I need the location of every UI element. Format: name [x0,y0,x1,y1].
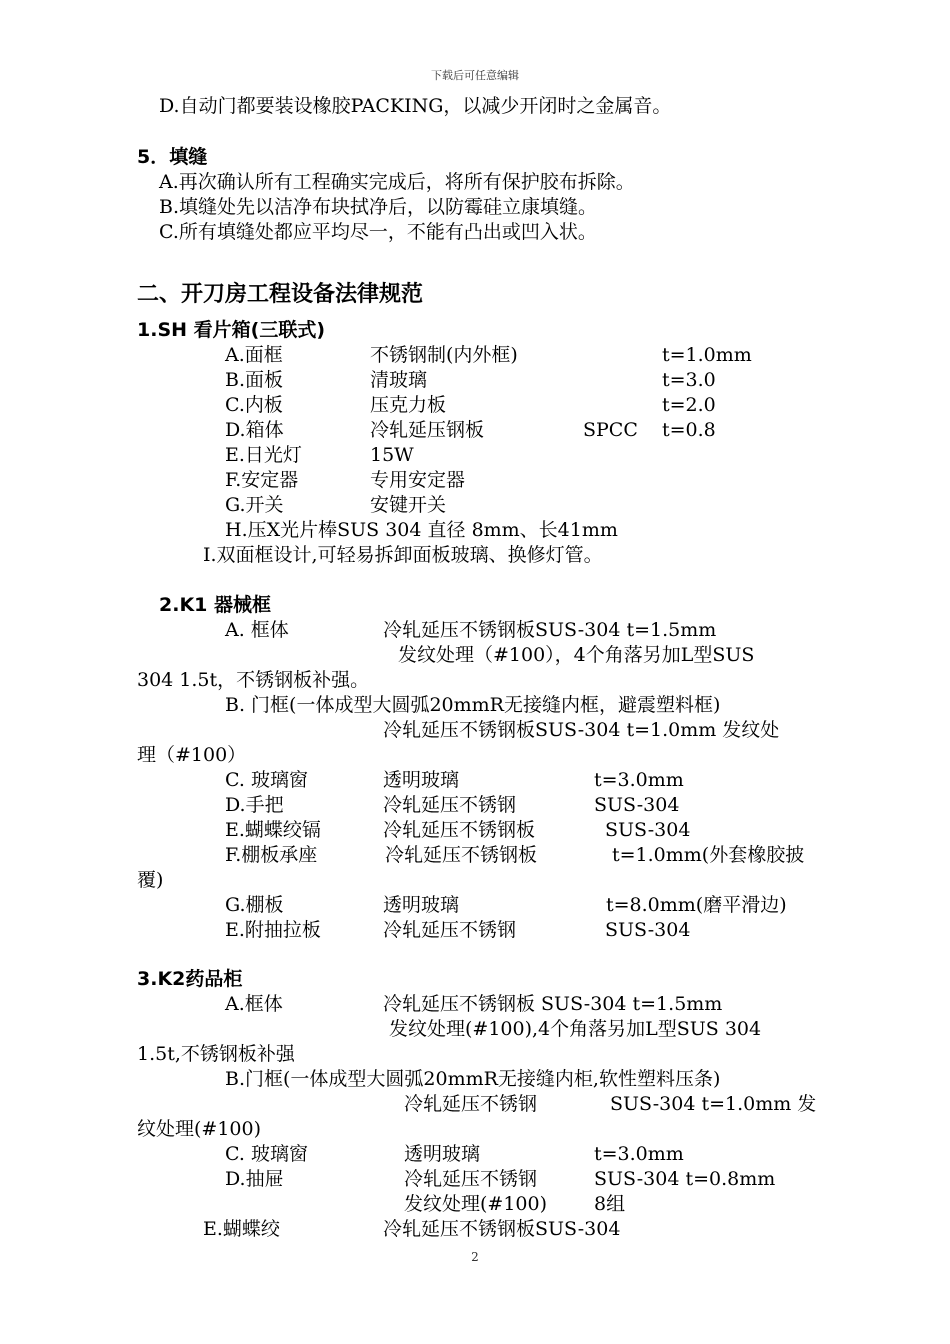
item-material: 冷轧延压不锈钢板SUS-304 [383,1218,621,1240]
text-line: 覆) [137,869,164,891]
item-label: C.内板 [225,394,283,416]
text-line: 1.5t,不锈钢板补强 [137,1043,295,1065]
item-spec: 8组 [594,1193,626,1215]
item-material: 不锈钢制(内外框) [370,344,518,366]
text-line: B.填缝处先以洁净布块拭净后，以防霉硅立康填缝。 [159,196,598,218]
item-material: 15W [370,444,414,466]
item-material: 透明玻璃 [404,1143,481,1165]
item-material: 透明玻璃 [383,894,460,916]
text-line: C.所有填缝处都应平均尽一，不能有凸出或凹入状。 [159,221,597,243]
item-material: 冷轧延压不锈钢板SUS-304 t=1.5mm [383,619,717,641]
text-line: 纹处理(#100) [137,1118,262,1140]
item-label: A.框体 [225,993,283,1015]
item-spec: t=1.0mm(外套橡胶披 [612,844,805,866]
text-line: 发纹处理(#100) [404,1193,548,1215]
item-label: D.箱体 [225,419,284,441]
section-heading: 3.K2药品柜 [137,968,243,990]
item-spec: SUS-304 t=1.0mm 发 [610,1093,817,1115]
item-material: 清玻璃 [370,369,428,391]
text-line: D.自动门都要装设橡胶PACKING，以减少开闭时之金属音。 [159,95,672,117]
item-label: C. 玻璃窗 [225,769,308,791]
section-heading: 5．填缝 [137,146,208,168]
text-line: I.双面框设计,可轻易拆卸面板玻璃、换修灯管。 [203,544,603,566]
item-spec: t=2.0 [662,394,716,416]
text-line: 发纹处理（#100），4个角落另加L型SUS [398,644,755,666]
text-line: H.压X光片棒SUS 304 直径 8mm、长41mm [225,519,618,541]
item-label: C. 玻璃窗 [225,1143,308,1165]
item-material: 冷轧延压不锈钢 [383,919,517,941]
item-label: E.日光灯 [225,444,302,466]
item-label: E.附抽拉板 [225,919,321,941]
item-spec: SUS-304 [605,819,691,841]
text-line: 冷轧延压不锈钢板SUS-304 t=1.0mm 发纹处 [383,719,780,741]
item-material: 压克力板 [370,394,447,416]
item-material: 冷轧延压不锈钢板 SUS-304 t=1.5mm [383,993,723,1015]
item-label: F.棚板承座 [225,844,318,866]
item-spec: SUS-304 [594,794,680,816]
item-label: D.手把 [225,794,284,816]
item-material: 冷轧延压钢板 [370,419,485,441]
item-material: 冷轧延压不锈钢 [404,1168,538,1190]
item-material: 冷轧延压不锈钢 [404,1093,538,1115]
text-line: 理（#100） [137,744,247,766]
item-label: G.开关 [225,494,284,516]
item-label: D.抽屉 [225,1168,284,1190]
text-line: B.门框(一体成型大圆弧20mmR无接缝内柜,软性塑料压条) [225,1068,721,1090]
item-spec: t=1.0mm [662,344,752,366]
page-header: 下载后可任意编辑 [431,69,519,82]
item-material: 安键开关 [370,494,447,516]
text-line: A.再次确认所有工程确实完成后，将所有保护胶布拆除。 [159,171,635,193]
item-label: F.安定器 [225,469,299,491]
item-spec: SUS-304 [605,919,691,941]
item-material: 冷轧延压不锈钢板 [383,819,536,841]
item-label: G.棚板 [225,894,284,916]
item-code: SPCC [583,419,638,441]
item-label: E.蝴蝶绞镉 [225,819,321,841]
text-line: 发纹处理(#100),4个角落另加L型SUS 304 [389,1018,762,1040]
item-spec: t=3.0mm [594,1143,684,1165]
item-spec: SUS-304 t=0.8mm [594,1168,776,1190]
item-material: 专用安定器 [370,469,466,491]
section-heading: 2.K1 器械框 [159,594,271,616]
item-label: A. 框体 [225,619,289,641]
item-spec: t=8.0mm(磨平滑边) [606,894,787,916]
item-material: 冷轧延压不锈钢 [383,794,517,816]
item-spec: t=3.0mm [594,769,684,791]
item-label: A.面框 [225,344,283,366]
page-number: 2 [471,1250,479,1264]
text-line: B. 门框(一体成型大圆弧20mmR无接缝内框，避震塑料框) [225,694,721,716]
item-material: 冷轧延压不锈钢板 [385,844,538,866]
text-line: 304 1.5t，不锈钢板补强。 [137,669,370,691]
item-spec: t=0.8 [662,419,716,441]
item-material: 透明玻璃 [383,769,460,791]
item-spec: t=3.0 [662,369,716,391]
chapter-heading: 二、开刀房工程设备法律规范 [137,282,424,307]
item-label: E.蝴蝶绞 [203,1218,280,1240]
item-label: B.面板 [225,369,284,391]
section-heading: 1.SH 看片箱(三联式) [137,319,326,341]
